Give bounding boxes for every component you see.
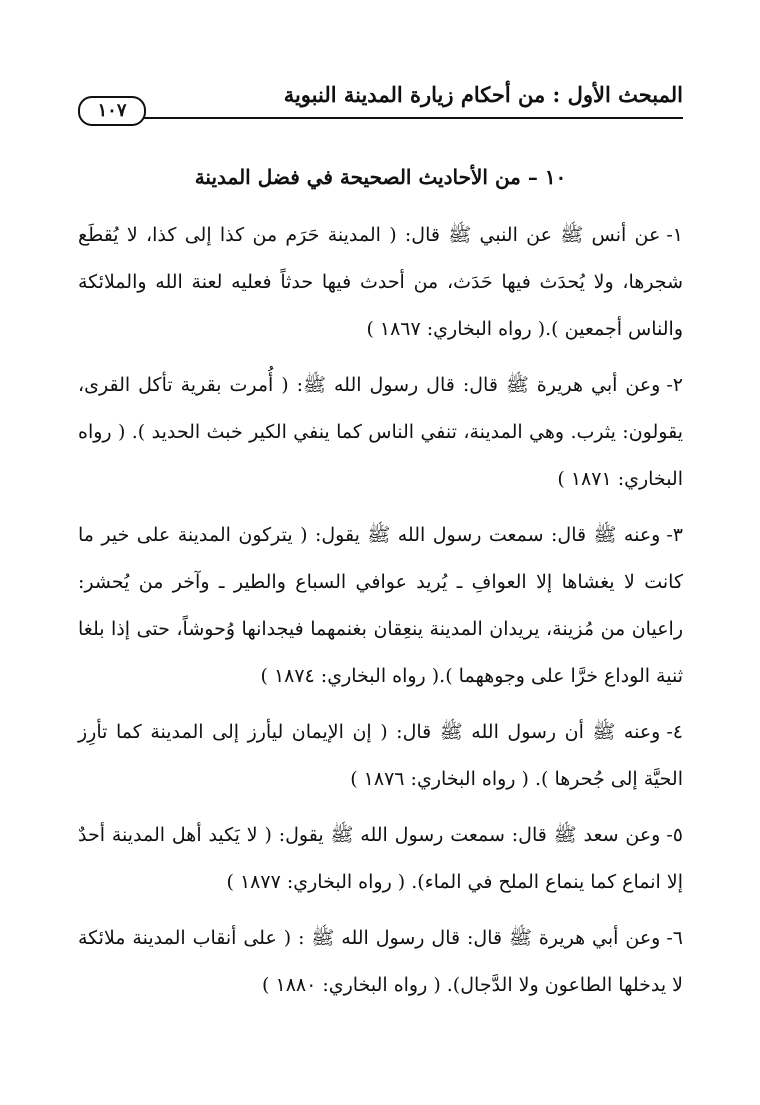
hadith-number: ٥-: [666, 824, 683, 846]
header-rule: [140, 117, 683, 119]
hadith-item: [78, 709, 683, 803]
hadith-number: ٤-: [666, 721, 683, 743]
hadith-item: [78, 915, 683, 1009]
hadith-text: عن أنس ﷺ عن النبي ﷺ قال: ( المدينة حَرَم من كذا إلى كذا، لا يُقطَع شجرها، ولا يُحدَث فيها حَدَث، من أحدث فيها حدثاً فعليه لعنة الله والملائكة والناس أجمعين ).( رواه البخاري: ١٨٦٧ ): [78, 224, 683, 340]
hadith-text: وعن أبي هريرة ﷺ قال: قال رسول الله ﷺ: ( أُمرت بقرية تأكل القرى، يقولون: يثرب. وهي المدينة، تنفي الناس كما ينفي الكير خبث الحديد ). ( رواه البخاري: ١٨٧١ ): [78, 374, 683, 490]
page-number: ١٠٧: [78, 96, 146, 126]
hadith-text: وعن سعد ﷺ قال: سمعت رسول الله ﷺ يقول: ( لا يَكيد أهل المدينة أحدٌ إلا انماع كما ينماع الملح في الماء). ( رواه البخاري: ١٨٧٧ ): [78, 824, 683, 893]
hadith-text: وعنه ﷺ أن رسول الله ﷺ قال: ( إن الإيمان ليأرز إلى المدينة كما تأرِز الحيَّة إلى جُحرها ). ( رواه البخاري: ١٨٧٦ ): [78, 721, 683, 790]
hadith-text: وعنه ﷺ قال: سمعت رسول الله ﷺ يقول: ( يتركون المدينة على خير ما كانت لا يغشاها إلا العوافِ ـ يُريد عوافي السباع والطير ـ وآخر من يُحشر: راعيان من مُزينة، يريدان المدينة ينعِقان بغنمهما فيجدانها وُحوشاً، حتى إذا بلغا ثنية الوداع خرَّا على وجوههما ).( رواه البخاري: ١٨٧٤ ): [78, 524, 683, 687]
hadith-list: [78, 212, 683, 1018]
running-header: [78, 80, 683, 124]
hadith-number: ٢-: [666, 374, 683, 396]
hadith-text: وعن أبي هريرة ﷺ قال: قال رسول الله ﷺ : ( على أنقاب المدينة ملائكة لا يدخلها الطاعون ولا الدَّجال). ( رواه البخاري: ١٨٨٠ ): [78, 927, 683, 996]
hadith-item: [78, 812, 683, 906]
header-title: المبحث الأول : من أحكام زيارة المدينة النبوية: [283, 82, 683, 107]
hadith-number: ٦-: [666, 927, 683, 949]
hadith-number: ٣-: [666, 524, 683, 546]
hadith-number: ١-: [666, 224, 683, 246]
hadith-item: [78, 212, 683, 353]
section-heading: ١٠ – من الأحاديث الصحيحة في فضل المدينة: [194, 165, 567, 189]
hadith-item: [78, 512, 683, 700]
hadith-item: [78, 362, 683, 503]
